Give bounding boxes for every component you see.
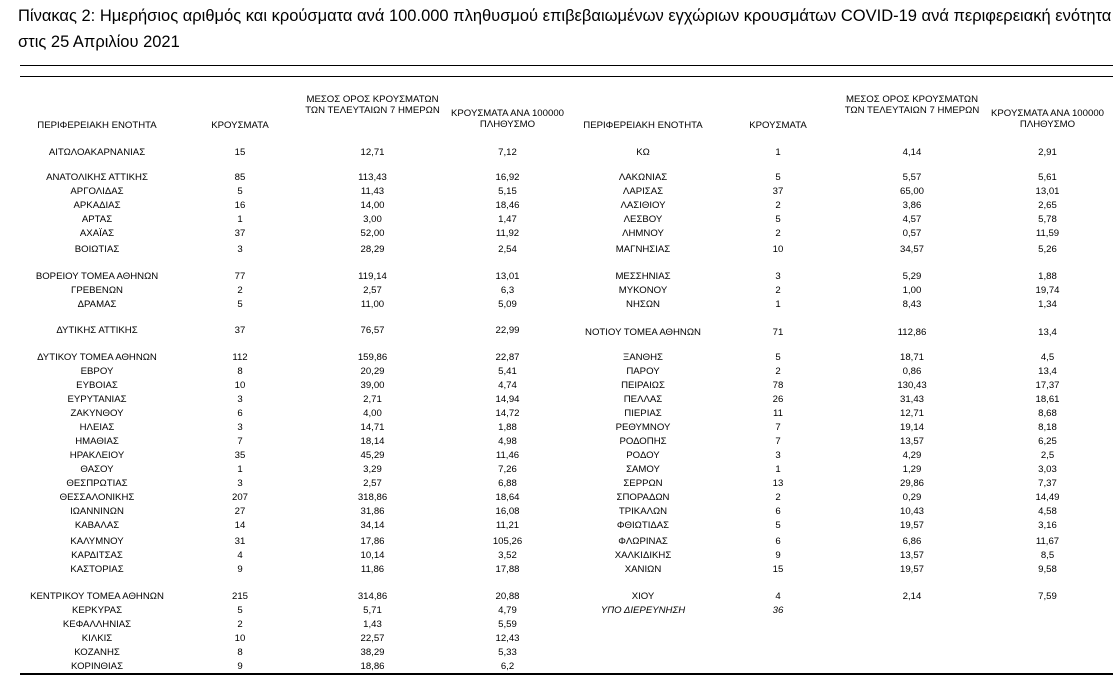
- left-cell-per100k: 16,92: [495, 172, 520, 183]
- left-cell-cases: 10: [234, 380, 246, 391]
- left-cell-per100k: 6,2: [500, 661, 515, 672]
- left-cell-cases: 16: [234, 200, 246, 211]
- left-cell-region: ΚΟΖΑΝΗΣ: [74, 647, 120, 658]
- left-cell-avg: 5,71: [363, 605, 382, 616]
- left-cell-cases: 1: [237, 464, 243, 475]
- left-cell-region: ΕΥΒΟΙΑΣ: [76, 380, 118, 391]
- right-cell-avg: 4,57: [902, 214, 922, 225]
- right-cell-avg: 13,57: [899, 436, 924, 447]
- left-cell-region: ΕΥΡΥΤΑΝΙΑΣ: [67, 394, 127, 405]
- right-cell-region: ΠΙΕΡΙΑΣ: [624, 408, 662, 419]
- left-cell-per100k: 18,46: [495, 200, 520, 211]
- right-cell-avg: 65,00: [899, 186, 924, 197]
- left-cell-region: ΖΑΚΥΝΘΟΥ: [70, 408, 124, 419]
- left-cell-avg: 14,71: [360, 422, 385, 433]
- left-cell-avg: 12,71: [360, 147, 385, 158]
- left-cell-per100k: 22,99: [495, 325, 520, 336]
- left-cell-region: ΙΩΑΝΝΙΝΩΝ: [70, 506, 124, 517]
- right-header-per100k: ΚΡΟΥΣΜΑΤΑ ΑΝΑ 100000 ΠΛΗΘΥΣΜΟ: [991, 108, 1104, 130]
- right-cell-cases: 15: [772, 564, 784, 575]
- right-cell-cases: 10: [772, 244, 784, 255]
- right-cell-per100k: 5,78: [1038, 214, 1057, 225]
- right-cell-cases: 7: [775, 436, 781, 447]
- right-cell-region: ΧΙΟΥ: [631, 591, 655, 602]
- right-cell-per100k: 2,91: [1038, 147, 1057, 158]
- left-cell-per100k: 6,3: [500, 285, 515, 296]
- right-cell-region: ΛΑΚΩΝΙΑΣ: [618, 172, 668, 183]
- right-cell-avg: 8,43: [902, 299, 922, 310]
- right-cell-avg: 13,57: [899, 550, 924, 561]
- right-cell-region: ΤΡΙΚΑΛΩΝ: [618, 506, 668, 517]
- left-cell-region: ΚΕΦΑΛΛΗΝΙΑΣ: [62, 619, 132, 630]
- right-cell-per100k: 13,01: [1035, 186, 1060, 197]
- left-cell-region: ΘΕΣΠΡΩΤΙΑΣ: [66, 478, 128, 489]
- right-cell-avg: 1,00: [902, 285, 922, 296]
- right-cell-cases: 1: [775, 147, 781, 158]
- left-cell-avg: 3,00: [363, 214, 382, 225]
- right-cell-region: ΦΛΩΡΙΝΑΣ: [618, 536, 668, 547]
- right-cell-per100k: 8,68: [1038, 408, 1057, 419]
- right-cell-cases: 1: [775, 299, 781, 310]
- left-cell-per100k: 5,59: [498, 619, 517, 630]
- right-cell-per100k: 5,26: [1038, 244, 1057, 255]
- left-cell-avg: 31,86: [360, 506, 385, 517]
- right-cell-cases: 7: [775, 422, 781, 433]
- right-cell-avg: 0,86: [902, 366, 922, 377]
- left-cell-region: ΔΥΤΙΚΗΣ ΑΤΤΙΚΗΣ: [56, 325, 138, 336]
- right-cell-avg: 10,43: [899, 506, 924, 517]
- right-cell-per100k: 4,58: [1038, 506, 1057, 517]
- right-header-avg: ΜΕΣΟΣ ΟΡΟΣ ΚΡΟΥΣΜΑΤΩΝ ΤΩΝ ΤΕΛΕΥΤΑΙΩΝ 7 ΗΜΕΡΩΝ: [844, 94, 980, 116]
- right-cell-per100k: 13,4: [1038, 366, 1057, 377]
- left-cell-cases: 3: [237, 394, 243, 405]
- left-cell-per100k: 4,79: [498, 605, 517, 616]
- right-cell-avg: 4,14: [902, 147, 922, 158]
- left-cell-region: ΒΟΡΕΙΟΥ ΤΟΜΕΑ ΑΘΗΝΩΝ: [35, 271, 159, 282]
- right-cell-cases: 71: [772, 327, 784, 338]
- left-cell-cases: 3: [237, 478, 243, 489]
- right-cell-per100k: 9,58: [1038, 564, 1057, 575]
- right-cell-cases: 36: [772, 605, 784, 616]
- left-cell-cases: 37: [234, 228, 246, 239]
- left-cell-avg: 11,00: [360, 299, 385, 310]
- right-cell-per100k: 14,49: [1035, 492, 1060, 503]
- left-cell-per100k: 11,46: [495, 450, 520, 461]
- left-cell-per100k: 3,52: [498, 550, 517, 561]
- right-cell-region: ΡΕΘΥΜΝΟΥ: [615, 422, 671, 433]
- left-header-per100k: ΚΡΟΥΣΜΑΤΑ ΑΝΑ 100000 ΠΛΗΘΥΣΜΟ: [451, 108, 564, 130]
- left-cell-region: ΚΑΛΥΜΝΟΥ: [70, 536, 124, 547]
- right-cell-cases: 1: [775, 464, 781, 475]
- right-cell-avg: 19,57: [899, 520, 924, 531]
- left-cell-avg: 113,43: [358, 172, 387, 183]
- left-cell-cases: 5: [237, 299, 243, 310]
- left-cell-region: ΗΡΑΚΛΕΙΟΥ: [69, 450, 125, 461]
- right-cell-per100k: 19,74: [1035, 285, 1060, 296]
- left-cell-cases: 15: [234, 147, 246, 158]
- left-cell-per100k: 1,88: [498, 422, 517, 433]
- right-cell-cases: 5: [775, 214, 781, 225]
- left-cell-per100k: 105,26: [492, 536, 523, 547]
- left-cell-avg: 11,86: [360, 564, 385, 575]
- left-cell-avg: 38,29: [360, 647, 385, 658]
- left-cell-cases: 37: [234, 325, 246, 336]
- right-cell-per100k: 7,37: [1038, 478, 1057, 489]
- left-cell-avg: 159,86: [357, 352, 388, 363]
- left-cell-cases: 35: [234, 450, 246, 461]
- left-cell-region: ΚΑΒΑΛΑΣ: [74, 520, 120, 531]
- left-cell-region: ΚΙΛΚΙΣ: [81, 633, 113, 644]
- left-cell-avg: 314,86: [357, 591, 388, 602]
- right-cell-avg: 1,29: [902, 464, 922, 475]
- right-cell-avg: 0,29: [902, 492, 922, 503]
- right-cell-avg: 19,14: [899, 422, 924, 433]
- right-cell-per100k: 17,37: [1035, 380, 1060, 391]
- left-cell-per100k: 5,41: [498, 366, 517, 377]
- right-cell-region: ΜΕΣΣΗΝΙΑΣ: [615, 271, 671, 282]
- right-cell-cases: 5: [775, 172, 781, 183]
- left-cell-per100k: 1,47: [498, 214, 517, 225]
- left-cell-region: ΘΑΣΟΥ: [80, 464, 114, 475]
- left-cell-region: ΘΕΣΣΑΛΟΝΙΚΗΣ: [59, 492, 135, 503]
- right-header-region: ΠΕΡΙΦΕΡΕΙΑΚΗ ΕΝΟΤΗΤΑ: [583, 120, 703, 131]
- left-cell-cases: 77: [234, 271, 246, 282]
- left-cell-region: ΓΡΕΒΕΝΩΝ: [71, 285, 123, 296]
- left-cell-avg: 2,71: [363, 394, 382, 405]
- left-cell-region: ΕΒΡΟΥ: [80, 366, 114, 377]
- left-cell-region: ΗΛΕΙΑΣ: [79, 422, 115, 433]
- right-cell-avg: 31,43: [899, 394, 924, 405]
- left-cell-per100k: 22,87: [495, 352, 520, 363]
- left-cell-avg: 14,00: [360, 200, 385, 211]
- left-cell-cases: 2: [237, 619, 243, 630]
- right-cell-cases: 5: [775, 352, 781, 363]
- left-cell-per100k: 12,43: [495, 633, 520, 644]
- right-cell-region: ΜΑΓΝΗΣΙΑΣ: [615, 244, 671, 255]
- right-cell-per100k: 13,4: [1038, 327, 1057, 338]
- left-cell-avg: 3,29: [363, 464, 382, 475]
- right-cell-avg: 2,14: [902, 591, 922, 602]
- left-cell-cases: 4: [237, 550, 243, 561]
- left-cell-cases: 3: [237, 422, 243, 433]
- left-header-region: ΠΕΡΙΦΕΡΕΙΑΚΗ ΕΝΟΤΗΤΑ: [37, 120, 157, 131]
- left-cell-region: ΔΡΑΜΑΣ: [77, 299, 117, 310]
- left-cell-avg: 119,14: [358, 271, 387, 282]
- right-cell-region: ΡΟΔΟΥ: [626, 450, 660, 461]
- left-cell-cases: 85: [234, 172, 246, 183]
- right-cell-avg: 6,86: [902, 536, 922, 547]
- right-cell-cases: 6: [775, 536, 781, 547]
- right-cell-cases: 13: [772, 478, 784, 489]
- right-cell-per100k: 5,61: [1038, 172, 1057, 183]
- right-cell-region: ΜΥΚΟΝΟΥ: [618, 285, 668, 296]
- left-cell-avg: 318,86: [357, 492, 388, 503]
- right-cell-cases: 2: [775, 228, 781, 239]
- left-cell-per100k: 6,88: [498, 478, 517, 489]
- right-cell-region: ΧΑΛΚΙΔΙΚΗΣ: [614, 550, 672, 561]
- right-cell-cases: 2: [775, 285, 781, 296]
- left-cell-cases: 207: [231, 492, 248, 503]
- left-cell-cases: 112: [232, 352, 248, 363]
- left-cell-cases: 14: [234, 520, 246, 531]
- right-cell-avg: 29,86: [899, 478, 924, 489]
- right-cell-per100k: 1,88: [1038, 271, 1057, 282]
- right-cell-per100k: 2,65: [1038, 200, 1057, 211]
- left-cell-region: ΚΕΡΚΥΡΑΣ: [71, 605, 122, 616]
- right-cell-per100k: 18,61: [1035, 394, 1060, 405]
- right-cell-cases: 78: [772, 380, 784, 391]
- right-cell-region: ΛΑΡΙΣΑΣ: [622, 186, 664, 197]
- right-cell-avg: 5,57: [902, 172, 922, 183]
- left-cell-region: ΚΕΝΤΡΙΚΟΥ ΤΟΜΕΑ ΑΘΗΝΩΝ: [30, 591, 164, 602]
- left-cell-region: ΔΥΤΙΚΟΥ ΤΟΜΕΑ ΑΘΗΝΩΝ: [37, 352, 157, 363]
- left-cell-avg: 11,43: [360, 186, 385, 197]
- left-cell-per100k: 16,08: [495, 506, 520, 517]
- left-cell-cases: 7: [237, 436, 243, 447]
- right-cell-cases: 2: [775, 492, 781, 503]
- right-cell-region: ΧΑΝΙΩΝ: [624, 564, 662, 575]
- left-cell-avg: 52,00: [360, 228, 385, 239]
- left-header-cases: ΚΡΟΥΣΜΑΤΑ: [211, 120, 269, 131]
- left-cell-avg: 18,86: [360, 661, 385, 672]
- right-cell-region: ΣΠΟΡΑΔΩΝ: [616, 492, 670, 503]
- right-cell-region: ΦΘΙΩΤΙΔΑΣ: [616, 520, 670, 531]
- right-cell-cases: 2: [775, 200, 781, 211]
- right-cell-per100k: 2,5: [1040, 450, 1055, 461]
- left-cell-per100k: 5,15: [498, 186, 517, 197]
- right-cell-region: ΠΕΛΛΑΣ: [623, 394, 663, 405]
- left-cell-region: ΑΧΑΪΑΣ: [79, 228, 115, 239]
- right-cell-region: ΛΕΣΒΟΥ: [623, 214, 663, 225]
- top-rule: [20, 65, 1113, 66]
- left-cell-region: ΒΟΙΩΤΙΑΣ: [74, 244, 120, 255]
- left-cell-cases: 215: [231, 591, 248, 602]
- right-cell-region: ΚΩ: [636, 147, 650, 158]
- right-cell-avg: 12,71: [899, 408, 924, 419]
- bottom-rule: [20, 673, 1113, 675]
- right-cell-cases: 5: [775, 520, 781, 531]
- left-header-avg: ΜΕΣΟΣ ΟΡΟΣ ΚΡΟΥΣΜΑΤΩΝ ΤΩΝ ΤΕΛΕΥΤΑΙΩΝ 7 ΗΜΕΡΩΝ: [305, 94, 440, 116]
- right-cell-per100k: 8,5: [1040, 550, 1055, 561]
- left-cell-cases: 9: [237, 661, 243, 672]
- right-cell-avg: 5,29: [902, 271, 922, 282]
- left-cell-per100k: 11,21: [495, 520, 520, 531]
- right-cell-avg: 112,86: [897, 327, 927, 338]
- right-cell-region: ΥΠΟ ΔΙΕΡΕΥΝΗΣΗ: [600, 605, 686, 616]
- right-cell-avg: 0,57: [902, 228, 922, 239]
- right-cell-region: ΛΑΣΙΘΙΟΥ: [620, 200, 666, 211]
- left-cell-per100k: 14,72: [495, 408, 520, 419]
- right-cell-cases: 3: [775, 450, 781, 461]
- left-cell-per100k: 20,88: [495, 591, 520, 602]
- right-cell-avg: 130,43: [897, 380, 927, 391]
- right-cell-region: ΣΕΡΡΩΝ: [623, 478, 663, 489]
- left-cell-avg: 34,14: [360, 520, 385, 531]
- right-cell-region: ΛΗΜΝΟΥ: [622, 228, 664, 239]
- right-cell-region: ΡΟΔΟΠΗΣ: [619, 436, 667, 447]
- left-cell-avg: 39,00: [360, 380, 385, 391]
- right-cell-per100k: 4,5: [1040, 352, 1055, 363]
- right-cell-per100k: 11,67: [1035, 536, 1060, 547]
- right-cell-cases: 6: [775, 506, 781, 517]
- left-cell-cases: 5: [237, 605, 243, 616]
- left-cell-region: ΗΜΑΘΙΑΣ: [75, 436, 119, 447]
- left-cell-per100k: 11,92: [495, 228, 520, 239]
- right-cell-region: ΞΑΝΘΗΣ: [623, 352, 663, 363]
- right-cell-cases: 26: [772, 394, 784, 405]
- left-cell-region: ΑΙΤΩΛΟΑΚΑΡΝΑΝΙΑΣ: [48, 147, 146, 158]
- left-cell-per100k: 7,26: [498, 464, 517, 475]
- left-cell-per100k: 5,09: [498, 299, 517, 310]
- right-cell-region: ΝΟΤΙΟΥ ΤΟΜΕΑ ΑΘΗΝΩΝ: [585, 327, 701, 338]
- right-cell-avg: 18,71: [899, 352, 924, 363]
- right-cell-region: ΠΕΙΡΑΙΩΣ: [621, 380, 665, 391]
- left-cell-region: ΚΑΡΔΙΤΣΑΣ: [71, 550, 123, 561]
- right-cell-avg: 19,57: [899, 564, 924, 575]
- right-cell-cases: 3: [775, 271, 781, 282]
- left-cell-avg: 28,29: [360, 244, 385, 255]
- left-cell-cases: 9: [237, 564, 243, 575]
- right-cell-region: ΠΑΡΟΥ: [626, 366, 660, 377]
- right-cell-per100k: 1,34: [1038, 299, 1057, 310]
- left-cell-per100k: 2,54: [498, 244, 517, 255]
- left-cell-per100k: 13,01: [495, 271, 520, 282]
- right-cell-per100k: 3,03: [1038, 464, 1057, 475]
- right-cell-avg: 3,86: [902, 200, 922, 211]
- left-cell-region: ΑΝΑΤΟΛΙΚΗΣ ΑΤΤΙΚΗΣ: [46, 172, 148, 183]
- left-cell-per100k: 17,88: [495, 564, 520, 575]
- left-cell-avg: 1,43: [363, 619, 382, 630]
- right-cell-cases: 4: [775, 591, 781, 602]
- left-cell-cases: 31: [234, 536, 246, 547]
- left-cell-per100k: 14,94: [495, 394, 520, 405]
- left-cell-cases: 1: [237, 214, 243, 225]
- left-cell-avg: 4,00: [363, 408, 382, 419]
- left-cell-region: ΑΡΚΑΔΙΑΣ: [73, 200, 121, 211]
- left-cell-cases: 8: [237, 647, 243, 658]
- left-cell-per100k: 18,64: [495, 492, 520, 503]
- right-cell-per100k: 6,25: [1038, 436, 1057, 447]
- table-title: Πίνακας 2: Ημερήσιος αριθμός και κρούσματα ανά 100.000 πληθυσμού επιβεβαιωμένων εγχώριων κρουσμάτων COVID-19 ανά περιφερειακή ενότητα στις 25 Απριλίου 2021: [18, 7, 1112, 51]
- left-cell-per100k: 4,98: [498, 436, 517, 447]
- right-cell-cases: 2: [775, 366, 781, 377]
- right-cell-cases: 11: [773, 408, 783, 419]
- right-cell-cases: 9: [775, 550, 781, 561]
- left-cell-avg: 22,57: [360, 633, 385, 644]
- left-cell-cases: 3: [237, 244, 243, 255]
- left-cell-region: ΑΡΤΑΣ: [81, 214, 113, 225]
- right-cell-per100k: 11,59: [1035, 228, 1060, 239]
- left-cell-per100k: 4,74: [498, 380, 517, 391]
- top-rule-2: [20, 76, 1113, 77]
- left-cell-cases: 27: [234, 506, 246, 517]
- right-cell-per100k: 8,18: [1038, 422, 1057, 433]
- left-cell-avg: 2,57: [363, 285, 382, 296]
- left-cell-cases: 6: [237, 408, 243, 419]
- right-cell-region: ΝΗΣΩΝ: [626, 299, 660, 310]
- left-cell-cases: 2: [237, 285, 243, 296]
- right-header-cases: ΚΡΟΥΣΜΑΤΑ: [749, 120, 807, 131]
- left-cell-per100k: 5,33: [498, 647, 517, 658]
- left-cell-avg: 18,14: [360, 436, 385, 447]
- left-cell-region: ΚΟΡΙΝΘΙΑΣ: [70, 661, 124, 672]
- left-cell-cases: 5: [237, 186, 243, 197]
- left-cell-avg: 45,29: [360, 450, 385, 461]
- left-cell-avg: 2,57: [363, 478, 382, 489]
- left-cell-avg: 10,14: [360, 550, 385, 561]
- right-cell-region: ΣΑΜΟΥ: [626, 464, 660, 475]
- left-cell-avg: 76,57: [360, 325, 385, 336]
- right-cell-avg: 34,57: [899, 244, 924, 255]
- left-cell-region: ΚΑΣΤΟΡΙΑΣ: [70, 564, 124, 575]
- left-cell-cases: 10: [234, 633, 246, 644]
- right-cell-avg: 4,29: [902, 450, 922, 461]
- left-cell-per100k: 7,12: [498, 147, 517, 158]
- right-cell-per100k: 7,59: [1038, 591, 1057, 602]
- left-cell-region: ΑΡΓΟΛΙΔΑΣ: [70, 186, 124, 197]
- right-cell-cases: 37: [772, 186, 784, 197]
- right-cell-per100k: 3,16: [1038, 520, 1057, 531]
- left-cell-cases: 8: [237, 366, 243, 377]
- left-cell-avg: 20,29: [360, 366, 385, 377]
- left-cell-avg: 17,86: [360, 536, 385, 547]
